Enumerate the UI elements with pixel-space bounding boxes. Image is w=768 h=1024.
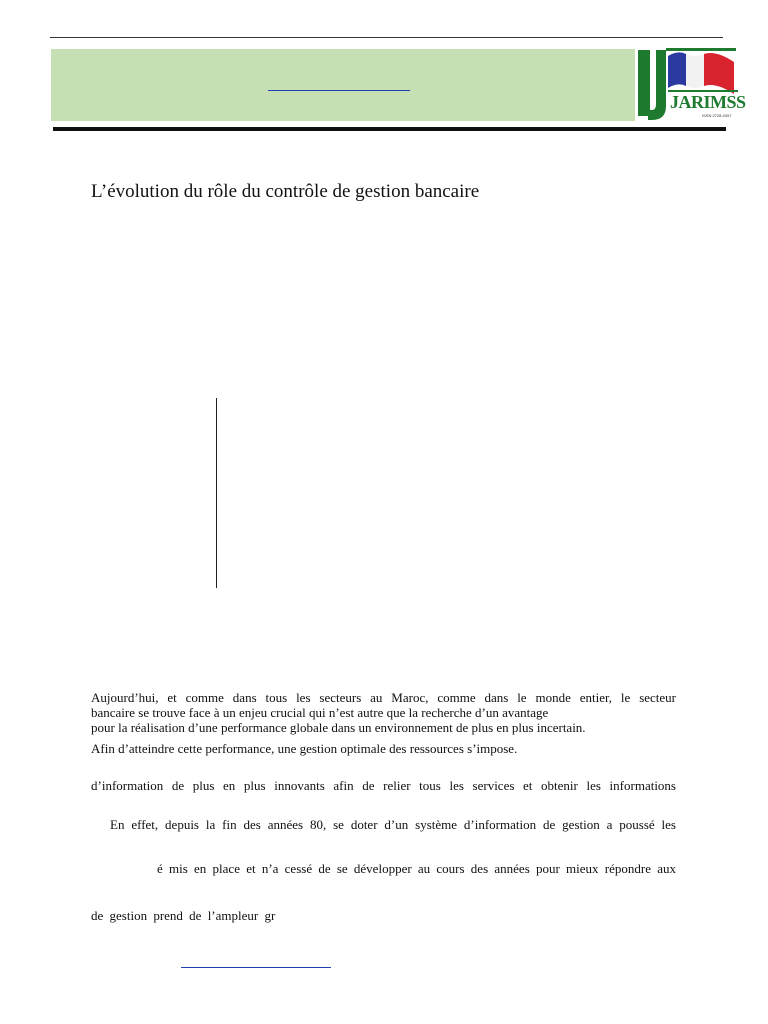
paragraph-6: de gestion prend de l’ampleur gr <box>91 908 276 923</box>
journal-banner <box>51 49 635 121</box>
paragraph-1-line-1: Aujourd’hui, et comme dans tous les secteurs au Maroc, comme dans le monde entier, le secteur <box>91 690 676 705</box>
paragraph-1-line-3: pour la réalisation d’une performance globale dans un environnement de plus en plus incertain. <box>91 720 586 735</box>
vertical-divider <box>216 398 217 588</box>
logo-wordmark: JARIMSS <box>670 92 746 112</box>
journal-logo <box>636 46 746 122</box>
paragraph-3: d’information de plus en plus innovants afin de relier tous les services et obtenir les informations <box>91 778 676 793</box>
banner-link[interactable] <box>268 90 410 91</box>
article-title: L’évolution du rôle du contrôle de gestion bancaire <box>91 181 480 202</box>
footer-link[interactable] <box>181 967 331 968</box>
paragraph-2: Afin d’atteindre cette performance, une gestion optimale des ressources s’impose. <box>91 741 518 756</box>
paragraph-1-line-2: bancaire se trouve face à un enjeu crucial qui n’est autre que la recherche d’un avantage <box>91 705 549 720</box>
paragraph-4: En effet, depuis la fin des années 80, se doter d’un système d’information de gestion a poussé les <box>110 817 676 832</box>
logo-issn: ISSN 2728-0397 <box>702 113 732 118</box>
header-thick-rule <box>53 127 726 131</box>
header-top-rule <box>50 37 723 38</box>
paragraph-5: é mis en place et n’a cessé de se développer au cours des années pour mieux répondre aux <box>157 861 676 876</box>
